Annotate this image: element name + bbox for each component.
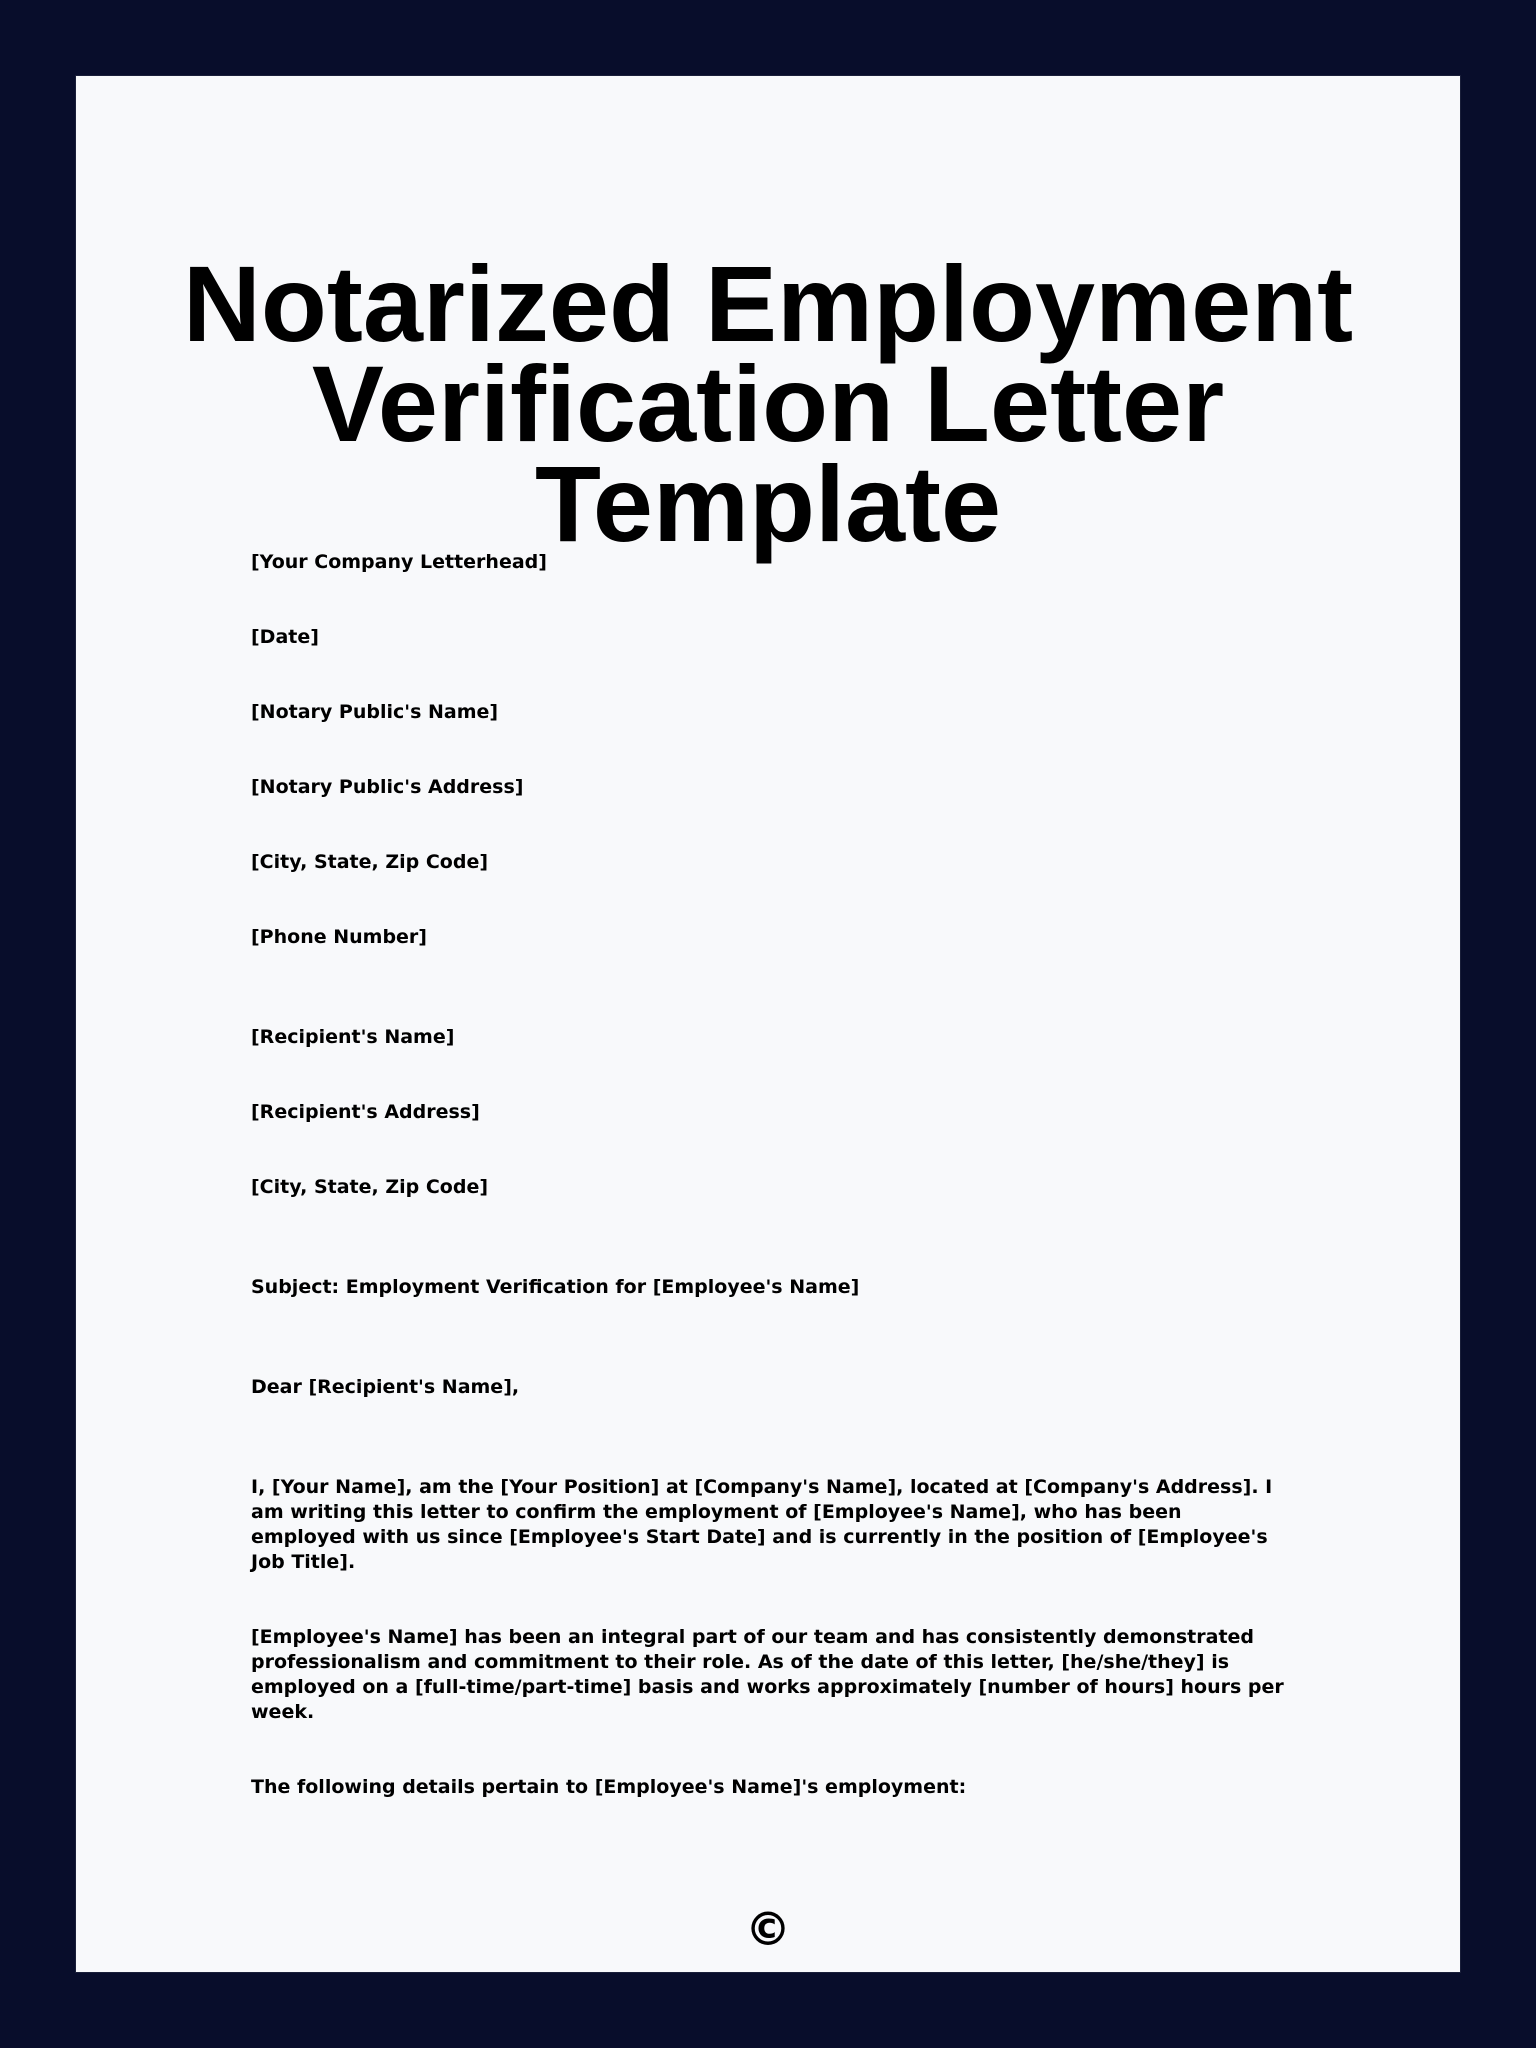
- company-letterhead: [Your Company Letterhead]: [251, 551, 547, 573]
- body-paragraph-1: I, [Your Name], am the [Your Position] at [Company's Name], located at [Company's Address]. I am writing this letter to confirm the employment of [Employee's Name], who has been employed with us since [Employee's Start Date] and is currently in the position of [Employee's Job Title].: [251, 1476, 1273, 1573]
- letter-subject: Subject: Employment Verification for [Employee's Name]: [251, 1276, 860, 1298]
- body-paragraph-2: [Employee's Name] has been an integral part of our team and has consistently demonstrated professionalism and commitment to their role. As of the date of this letter, [he/she/they] is employed on a [full-time/part-time] basis and works approximately [number of hours] hours per week.: [251, 1626, 1284, 1723]
- letter-date: [Date]: [251, 626, 319, 648]
- body-paragraph-3: The following details pertain to [Employee's Name]'s employment:: [251, 1776, 967, 1798]
- document-page: [75, 75, 1461, 1973]
- recipient-address: [Recipient's Address]: [251, 1101, 480, 1123]
- copyright-icon: ©: [745, 1902, 791, 1956]
- title-line-2: Verification Letter Template: [311, 343, 1225, 564]
- recipient-name: [Recipient's Name]: [251, 1026, 455, 1048]
- notary-phone: [Phone Number]: [251, 926, 427, 948]
- letter-salutation: Dear [Recipient's Name],: [251, 1376, 520, 1398]
- recipient-city-state-zip: [City, State, Zip Code]: [251, 1176, 489, 1198]
- notary-address: [Notary Public's Address]: [251, 776, 524, 798]
- notary-name: [Notary Public's Name]: [251, 701, 499, 723]
- title-line-1: Notarized Employment: [182, 243, 1354, 364]
- notary-city-state-zip: [City, State, Zip Code]: [251, 851, 489, 873]
